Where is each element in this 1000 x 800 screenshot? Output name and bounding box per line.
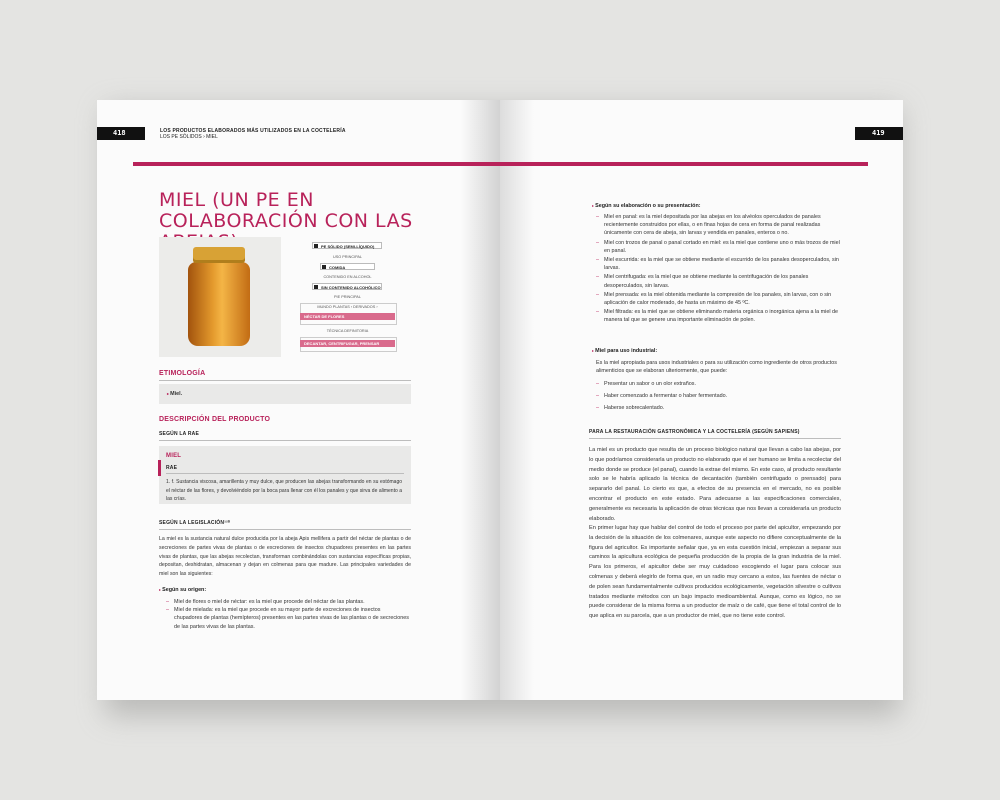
running-subtitle: LOS PE SÓLIDOS › MIEL	[160, 134, 218, 140]
origin-item-flores: – Miel de flores o miel de néctar: es la miel que procede del néctar de las plantas.	[166, 598, 410, 606]
elab-item-filtrada: – Miel filtrada: es la miel que se obtiene eliminando materia orgánica o inorgánica ajena a la miel de manera tal que se genere una importante eliminación de polen.	[596, 308, 840, 324]
running-title: LOS PRODUCTOS ELABORADOS MÁS UTILIZADOS EN LA COCTELERÍA	[160, 128, 346, 134]
industrial-item-sabor: – Presentar un sabor o un olor extraños.	[596, 378, 840, 390]
rae-label: RAE	[166, 465, 178, 471]
rae-word: MIEL	[166, 453, 182, 459]
running-header	[160, 128, 346, 140]
diagram-node-use: COMIDA	[320, 263, 375, 270]
diagram-caption-base: PIE PRINCIPAL	[334, 295, 361, 299]
etimologia-divider	[159, 380, 411, 381]
industrial-text: Es la miel apropiada para usos industriales o para su utilización como ingrediente de otros productos alimenticios que se elaboran ulteriormente, que puede:	[596, 360, 837, 375]
diagram-caption-alcohol: CONTENIDO EN ALCOHOL	[323, 275, 372, 279]
industrial-heading	[592, 347, 842, 355]
elab-item-escurrida: – Miel escurrida: es la miel que se obtiene mediante el escurrido de los panales desoperculados, sin larvas.	[596, 256, 840, 272]
accent-rule	[133, 162, 868, 166]
diagram-node-technique: DECANTAR, CENTRIFUGAR, PRENSAR	[300, 340, 395, 347]
rae-divider	[159, 440, 411, 441]
industrial-item-fermentar: – Haber comenzado a fermentar o haber fermentado.	[596, 390, 840, 402]
diagram-node-source: NÉCTAR DE FLORES	[300, 313, 395, 320]
rae-inner-divider	[166, 473, 404, 474]
left-page-number: 418	[113, 129, 126, 137]
elaboracion-heading	[592, 202, 842, 210]
origin-heading	[159, 586, 411, 594]
jar-glass-shape	[188, 262, 250, 346]
etimologia-box	[159, 384, 411, 404]
industrial-item-sobrecalentado: – Haberse sobrecalentado.	[596, 402, 840, 414]
rae-accent-bar	[158, 460, 161, 476]
industrial-list	[596, 378, 840, 414]
etimologia-heading: ETIMOLOGÍA	[159, 370, 206, 377]
legislacion-text: La miel es la sustancia natural dulce producida por la abeja Apis mellifera a partir del néctar de plantas o de secreciones de partes vivas de plantas o de excreciones de insectos chupadores presentes en las partes vivas de plantas, que las abejas recolectan, transforman combinándolas con sustancias específicas propias, depositan, deshidratan, almacenan y dejan en colmenas para que madure. Las principales variedades de miel son las siguientes:	[159, 536, 411, 578]
elab-item-panal: – Miel en panal: es la miel depositada por las abejas en los alvéolos operculados de panales recientemente construidos por ellas, o en finas hojas de cera en forma de panal realizadas únicamente con cera de abeja, sin larvas y vendida en panales, enteros o no.	[596, 213, 840, 238]
elab-item-trozos: – Miel con trozos de panal o panal cortado en miel: es la miel que contiene uno o más trozos de miel en panal.	[596, 239, 840, 255]
diagram-node-type: PE SÓLIDO (SEMI-LÍQUIDO)	[312, 242, 382, 249]
legislacion-divider	[159, 529, 411, 530]
descripcion-heading: DESCRIPCIÓN DEL PRODUCTO	[159, 416, 271, 423]
elaboracion-heading-text: Según su elaboración o su presentación:	[595, 203, 701, 209]
page-title: MIEL (UN PE EN COLABORACIÓN CON LAS	[159, 189, 413, 232]
sapiens-paragraph-2: En primer lugar hay que hablar del control de todo el proceso por parte del apicultor, empezando por la decisión de la situación de los colmenares, aunque este aspecto no difiere conceptualmente de la figura del agricultor. Es importante señalar que, ya en esta cuestión inicial, empiezan a separar sus caminos la apicultura ecológica de pequeña producción de la propia de la gran industria de la miel. Para los primeros, el apicultor debe ser muy cuidadoso escogiendo el lugar para colocar sus colmenas y deberá elegirlo de forma que, en un radio muy cercano a estos, las fuentes de néctar o de polen sean fundamentalmente cultivos producidos ecológicamente, vegetación silvestre o cultivos tratados mediante métodos con un bajo impacto medioambiental. Aunque, como es lógico, no se puede considerar de la misma forma a un productor de maíz o de café, que tiene el total control de lo que aplica en su parcela, que a un productor de miel, que no tiene este control.	[589, 525, 841, 620]
industrial-heading-text: Miel para uso industrial:	[595, 348, 658, 354]
diagram-caption-use: USO PRINCIPAL	[332, 255, 363, 259]
origin-list	[166, 598, 410, 631]
jar-lid-shape	[193, 247, 245, 263]
sapiens-paragraph-1: La miel es un producto que resulta de un proceso biológico natural que llevan a cabo las abejas, por lo que podríamos considerarla un producto no elaborado que el ser humano se limita a recolectar del medio donde se produce (el panal), cuando la extrae del mismo. En este caso, al producto resultante solo se le habría aplicado la técnica de decantación (también centrifugado o prensado) para separarlo del panal. Lo cierto es que, a efectos de su presencia en el mercado, no es posible encontrar el producto en este estado. Para adecuarse a las especificaciones comerciales, generalmente es necesaria la aplicación de otras técnicas que nos llevan a considerarla un producto elaborado.	[589, 447, 841, 522]
rae-definition: 1. f. Sustancia viscosa, amarillenta y muy dulce, que producen las abejas transformando en su estómago el néctar de las flores, y devolviéndolo por la boca para llenar con él los panales y que sirva de alimento a las crías.	[166, 479, 402, 503]
sapiens-heading: PARA LA RESTAURACIÓN GASTRONÓMICA Y LA COCTELERÍA (SEGÚN SAPIENS)	[589, 429, 800, 435]
classification-diagram	[285, 237, 410, 357]
origin-item-mielada: – Miel de mielada: es la miel que procede en su mayor parte de excreciones de insectos chupadores de plantas (hemípteros) presentes en las partes vivas de las plantas o de secreciones de las partes vivas de las plantas.	[166, 606, 410, 631]
sapiens-divider	[589, 438, 841, 439]
legislacion-heading: SEGÚN LA LEGISLACIÓN¹²⁰	[159, 520, 231, 526]
diagram-caption-technique: TÉCNICA DEFINITORIA	[326, 329, 369, 333]
diagram-node-alcohol: SIN CONTENIDO ALCOHÓLICO	[312, 283, 382, 290]
origin-heading-text: Según su origen:	[162, 587, 207, 593]
elab-item-centrifugada: – Miel centrifugada: es la miel que se obtiene mediante la centrifugación de los panales desoperculados, sin larvas.	[596, 273, 840, 289]
rae-heading: SEGÚN LA RAE	[159, 431, 199, 437]
diagram-caption-world: MUNDO PLANTAS › DERIVADOS ›	[317, 305, 378, 309]
elaboracion-list	[596, 213, 840, 325]
elab-item-prensada: – Miel prensada: es la miel obtenida mediante la compresión de los panales, sin larvas, con o sin aplicación de calor moderado, de hasta un máximo de 45 ºC.	[596, 291, 840, 307]
right-page-number: 419	[872, 129, 885, 137]
etimologia-item: ▸ Miel.	[167, 390, 182, 398]
